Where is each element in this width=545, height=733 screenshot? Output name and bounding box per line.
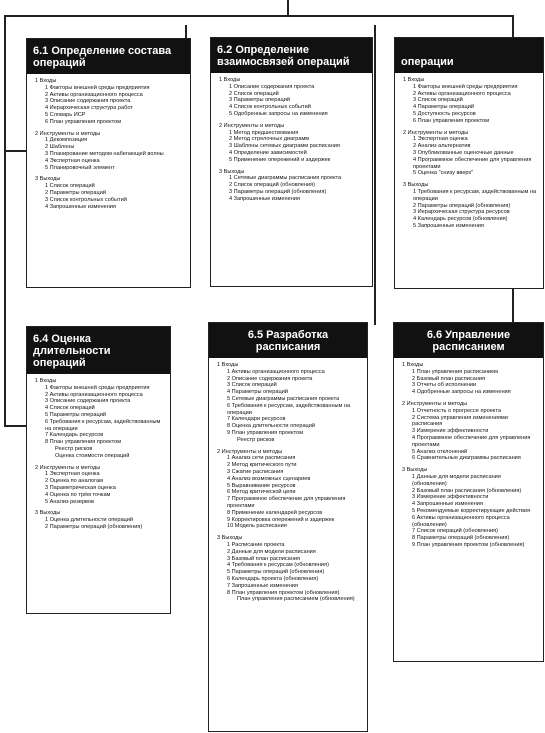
- section-item: 5 Сетевые диаграммы расписания проекта: [227, 395, 340, 402]
- box-title: 6.4 Оценка длительности операций: [27, 327, 170, 374]
- section-item: 8 Параметры операций (обновления): [412, 535, 510, 542]
- section-title: 2 Инструменты и методы: [219, 122, 285, 129]
- section-item: 4 Запрошенные изменения: [412, 501, 483, 508]
- section-item: 4 Анализ возможных сценариев: [227, 475, 311, 482]
- section-item: 3 Параметры операций (обновления): [229, 188, 327, 195]
- section-item: 6 Сравнительные диаграммы расписания: [412, 455, 521, 462]
- section-item: 5 Параметры операций (обновления): [227, 569, 325, 576]
- section-item: 5 Параметры операций: [45, 411, 106, 418]
- box-body: [27, 374, 170, 535]
- section-title: 2 Инструменты и методы: [403, 129, 469, 136]
- section-item: 5 Словарь ИСР: [45, 111, 86, 118]
- process-box-6-1: [26, 38, 191, 288]
- section-item: 2 Данные для модели расписания: [227, 548, 316, 555]
- section-item: 1 Факторы внешней среды предприятия: [413, 83, 518, 90]
- section-item: 7 Программное обеспечение для управления проектами: [227, 496, 346, 509]
- section-item: 3 Список операций: [413, 97, 463, 104]
- section-item: 5 Оценка "снизу вверх": [413, 170, 474, 177]
- section-item: 3 Планирование методом набегающей волны: [45, 150, 164, 157]
- section-item: 1 Сетевые диаграммы расписания проекта: [229, 175, 342, 182]
- section-item: 6 Календарь проекта (обновления): [227, 575, 319, 582]
- box-title: операции: [395, 38, 543, 73]
- section-item: 8 План управления проектом (обновления): [227, 589, 340, 596]
- section-item: 9 План управления проектом (обновления): [412, 541, 525, 548]
- process-box-6-2: [210, 37, 373, 287]
- section-item: 5 Выравнивание ресурсов: [227, 482, 296, 489]
- section-item: 7 Список операций (обновления): [412, 528, 499, 535]
- section-item: 1 Факторы внешней среды предприятия: [45, 384, 150, 391]
- section-title: 3 Выходы: [35, 176, 61, 183]
- section-item: 1 Требования к ресурсам, задействованным на операции: [413, 188, 537, 202]
- section-subitem: Реестр рисков: [55, 445, 93, 452]
- section-subitem: Реестр рисков: [237, 436, 275, 443]
- section-item: 2 Оценка по аналогам: [45, 478, 103, 485]
- section-item: 9 План управления проектом: [227, 429, 304, 436]
- section-title: 3 Выходы: [402, 467, 428, 474]
- section-title: 3 Выходы: [217, 535, 243, 542]
- section-item: 1 Список операций: [45, 183, 95, 190]
- section-item: 2 Анализ альтернатив: [413, 143, 471, 150]
- box-body: [211, 73, 372, 207]
- process-box-6-6: [393, 322, 544, 662]
- section-item: 5 Запрошенные изменения: [413, 222, 484, 229]
- connector-mid-right-stub: [374, 25, 376, 325]
- section-item: 4 Оценка по трём точкам: [45, 491, 111, 498]
- connector-left-row1: [4, 150, 26, 152]
- section-title: 1 Входы: [403, 77, 425, 83]
- section-item: 2 Активы организационного процесса: [45, 91, 143, 98]
- section-item: 3 Измерение эффективности: [412, 428, 489, 435]
- section-item: 2 Активы организационного процесса: [413, 90, 511, 97]
- process-box-6-4: [26, 326, 171, 614]
- section-item: 8 Применение календарей ресурсов: [227, 509, 323, 516]
- section-item: 2 Список операций (обновления): [229, 182, 316, 189]
- section-title: 3 Выходы: [35, 510, 61, 517]
- section-item: 3 Список контрольных событий: [45, 196, 127, 203]
- section-item: 3 Иерархическая структура ресурсов: [413, 209, 510, 216]
- section-item: 5 Доступность ресурсов: [413, 110, 476, 117]
- section-item: 1 Оценка длительности операций: [45, 517, 134, 524]
- box-title: 6.1 Определение состава операций: [27, 39, 190, 74]
- section-item: 9 Корректировка опережений и задержек: [227, 516, 335, 523]
- section-item: 4 Список контрольных событий: [229, 104, 311, 111]
- box-title: 6.5 Разработка расписания: [209, 323, 367, 358]
- section-item: 4 Список операций: [45, 405, 95, 412]
- section-item: 1 План управления расписанием: [412, 368, 499, 375]
- section-item: 1 Метод предшествования: [229, 129, 299, 136]
- section-item: 2 Метод стрелочных диаграмм: [229, 136, 310, 143]
- process-box-6-3: [394, 37, 544, 289]
- section-item: 6 Требования к ресурсам, задействованным на операции: [227, 402, 351, 416]
- connector-left-row2: [4, 425, 26, 427]
- section-item: 3 Сжатие расписания: [227, 468, 284, 475]
- section-item: 4 Иерархическая структура работ: [45, 105, 133, 112]
- section-item: 4 Календарь ресурсов (обновления): [413, 216, 508, 223]
- section-item: 4 Определение зависимостей: [229, 149, 307, 156]
- section-item: 6 Активы организационного процесса (обновления): [412, 514, 510, 528]
- section-item: 6 Метод критической цепи: [227, 489, 296, 496]
- section-item: 2 Параметры операций (обновления): [413, 202, 511, 209]
- section-item: 2 Метод критического пути: [227, 462, 297, 469]
- section-item: 1 Активы организационного процесса: [227, 368, 325, 375]
- section-item: 2 Активы организационного процесса: [45, 391, 143, 398]
- section-title: 3 Выходы: [403, 182, 429, 189]
- section-item: 3 Описание содержания проекта: [45, 398, 131, 405]
- section-item: 1 Анализ сети расписания: [227, 455, 296, 462]
- section-item: 1 Данные для модели расписания (обновления): [412, 473, 501, 487]
- section-item: 1 Экспертная оценка: [413, 136, 468, 143]
- section-item: 1 Отчетность о прогрессе проекта: [412, 407, 501, 414]
- section-item: 3 Измерение эффективности: [412, 494, 489, 501]
- section-item: 4 Запрошенные изменения: [229, 195, 300, 202]
- box-title: 6.2 Определение взаимосвязей операций: [211, 38, 372, 73]
- section-title: 3 Выходы: [219, 168, 245, 175]
- section-item: 4 Параметры операций: [413, 104, 474, 111]
- section-item: 6 План управления проектом: [413, 117, 490, 124]
- section-item: 4 Программное обеспечение для управления проектами: [412, 434, 531, 448]
- section-title: 1 Входы: [402, 362, 424, 368]
- section-item: 4 Требования к ресурсам (обновления): [227, 562, 329, 569]
- section-item: 7 Календарь ресурсов: [45, 432, 104, 439]
- section-item: 3 Список операций: [227, 382, 277, 389]
- section-item: 2 Базовый план расписания: [412, 375, 486, 382]
- section-title: 2 Инструменты и методы: [217, 448, 283, 455]
- section-item: 8 Оценка длительности операций: [227, 423, 316, 430]
- section-item: 4 Параметры операций: [227, 389, 288, 396]
- section-title: 1 Входы: [217, 362, 239, 368]
- section-item: 3 Описание содержания проекта: [45, 98, 131, 105]
- section-item: 7 Запрошенные изменения: [227, 582, 298, 589]
- section-item: 3 Параметры операций: [229, 97, 290, 104]
- box-body: [395, 73, 543, 234]
- section-title: 2 Инструменты и методы: [35, 130, 101, 137]
- section-item: 3 Параметрическая оценка: [45, 484, 116, 491]
- connector-left-vertical: [4, 15, 6, 427]
- box-body: [394, 358, 543, 553]
- section-item: 2 Система управления изменениями расписания: [412, 414, 508, 428]
- section-item: 5 Анализ отклонений: [412, 448, 468, 455]
- section-item: 4 Одобренные запросы на изменения: [412, 389, 511, 396]
- section-item: 10 Модель расписания: [227, 523, 287, 530]
- section-item: 3 Отчеты об исполнении: [412, 382, 477, 389]
- section-item: 2 Список операций: [229, 90, 279, 97]
- section-item: 3 Шаблоны сетевых диаграмм расписания: [229, 143, 340, 150]
- section-item: 4 Программное обеспечение для управления проектами: [413, 156, 532, 170]
- section-item: 5 Рекомендуемые корректирующие действия: [412, 507, 531, 514]
- section-item: 5 Применение опережений и задержек: [229, 156, 331, 163]
- section-item: 2 Шаблоны: [45, 144, 75, 151]
- section-item: 1 Декомпозиция: [45, 137, 88, 144]
- box-body: [27, 74, 190, 214]
- connector-top-stem: [287, 0, 289, 16]
- section-item: 1 Расписание проекта: [227, 541, 285, 548]
- box-body: [209, 358, 367, 607]
- section-item: 1 Факторы внешней среды предприятия: [45, 84, 150, 91]
- box-title: 6.6 Управление расписанием: [394, 323, 543, 358]
- section-item: 6 Требования к ресурсам, задействованным на операции: [45, 418, 161, 432]
- section-title: 2 Инструменты и методы: [402, 400, 468, 407]
- section-item: 2 Базовый план расписания (обновления): [412, 487, 522, 494]
- section-item: 2 Параметры операций (обновления): [45, 523, 143, 530]
- section-item: 5 Планировочный элемент: [45, 164, 115, 171]
- section-item: 5 Анализ резервов: [45, 498, 94, 505]
- section-title: 2 Инструменты и методы: [35, 464, 101, 471]
- section-item: 3 Опубликованные оценочные данные: [413, 149, 514, 156]
- section-item: 6 План управления проектом: [45, 118, 122, 125]
- section-subitem: Оценка стоимости операций: [55, 452, 130, 459]
- section-subitem: План управления расписанием (обновления): [237, 596, 355, 603]
- process-box-6-5: [208, 322, 368, 732]
- section-item: 5 Одобренные запросы на изменения: [229, 110, 328, 117]
- section-item: 4 Экспертная оценка: [45, 157, 100, 164]
- section-item: 1 Экспертная оценка: [45, 471, 100, 478]
- section-item: 2 Параметры операций: [45, 189, 106, 196]
- section-item: 3 Базовый план расписания: [227, 555, 301, 562]
- connector-top-bar: [4, 15, 514, 17]
- section-item: 1 Описание содержания проекта: [229, 83, 315, 90]
- section-item: 2 Описание содержания проекта: [227, 375, 313, 382]
- section-title: 1 Входы: [219, 77, 241, 83]
- section-title: 1 Входы: [35, 378, 57, 384]
- section-item: 4 Запрошенные изменения: [45, 203, 116, 210]
- section-item: 8 План управления проектом: [45, 439, 122, 446]
- section-item: 7 Календари ресурсов: [227, 416, 286, 423]
- section-title: 1 Входы: [35, 78, 57, 84]
